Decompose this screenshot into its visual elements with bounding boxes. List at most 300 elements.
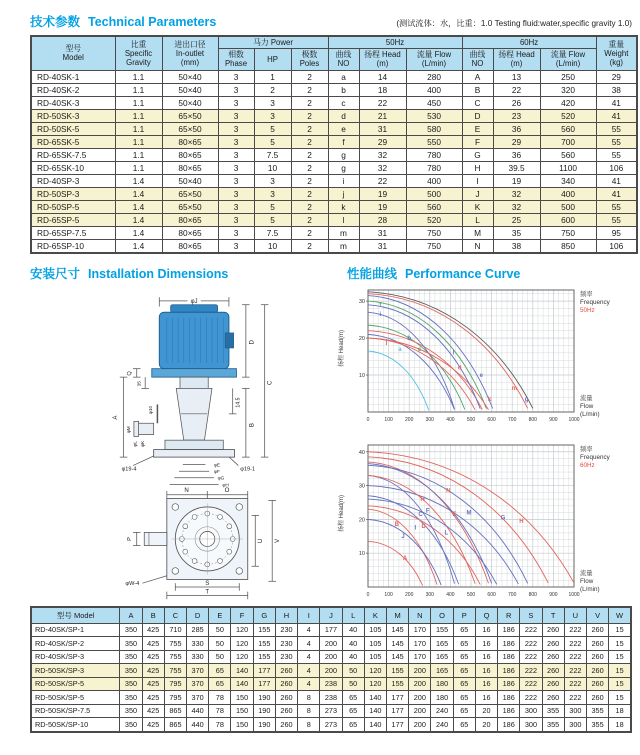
value-cell: 80×65: [162, 161, 218, 174]
section-titles-row: [30, 264, 632, 282]
value-cell: 23: [493, 109, 540, 122]
value-cell: 18: [359, 83, 406, 96]
value-cell: 170: [409, 623, 431, 637]
value-cell: 795: [164, 677, 186, 691]
value-cell: 1.1: [115, 135, 162, 148]
value-cell: 120: [231, 650, 253, 664]
x-tick-label: 900: [549, 416, 558, 423]
value-cell: 2: [291, 122, 328, 135]
value-cell: A: [462, 70, 493, 83]
value-cell: 165: [431, 637, 453, 651]
value-cell: 285: [187, 623, 209, 637]
value-cell: 350: [120, 664, 142, 678]
value-cell: 186: [498, 691, 520, 705]
value-cell: 5: [254, 135, 291, 148]
table-row: [31, 718, 631, 732]
value-cell: 3: [218, 187, 254, 200]
value-cell: 3: [218, 200, 254, 213]
value-cell: 16: [475, 623, 497, 637]
value-cell: 50: [209, 650, 231, 664]
outlet-pipe: [139, 423, 154, 434]
value-cell: 200: [320, 650, 342, 664]
tech-params-title-en: Technical Parameters: [88, 15, 217, 29]
dims-col-header: E: [209, 607, 231, 624]
value-cell: 177: [253, 677, 275, 691]
value-cell: 222: [520, 650, 542, 664]
value-cell: 520: [406, 213, 462, 226]
value-cell: 3: [218, 122, 254, 135]
curve-label-M: M: [466, 509, 472, 516]
dim-label-phiG: φG: [217, 475, 225, 481]
col-header-phase: 相数 Phase: [218, 49, 254, 70]
value-cell: 65×50: [162, 109, 218, 122]
legend-frequency-hz: 60Hz: [580, 461, 595, 469]
dim-label-35: 35: [136, 380, 142, 386]
value-cell: 120: [364, 677, 386, 691]
model-cell: RD-50SK-3: [31, 109, 115, 122]
value-cell: 186: [498, 718, 520, 732]
table-row: [31, 70, 637, 83]
value-cell: 186: [498, 704, 520, 718]
value-cell: 425: [142, 691, 164, 705]
col-header-head-60: 扬程 Head (m): [493, 49, 540, 70]
dim-label-B: B: [248, 422, 256, 427]
model-cell: RD-65SK-5: [31, 135, 115, 148]
value-cell: 420: [540, 96, 596, 109]
dims-col-header: U: [564, 607, 586, 624]
dims-col-header: W: [609, 607, 631, 624]
value-cell: 350: [120, 623, 142, 637]
model-cell: RD-50SK/SP-5: [31, 677, 120, 691]
value-cell: 186: [498, 650, 520, 664]
value-cell: 38: [493, 239, 540, 253]
curve-label-A: A: [402, 555, 408, 562]
curve-label-G: G: [500, 514, 506, 521]
value-cell: 3: [218, 213, 254, 226]
col-header-50hz: 50Hz: [328, 36, 462, 49]
model-cell: RD-50SK-5: [31, 122, 115, 135]
value-cell: 5: [254, 200, 291, 213]
model-cell: RD-65SP-5: [31, 213, 115, 226]
value-cell: 4: [298, 650, 320, 664]
col-header-specific-gravity: 比重 Specific Gravity: [115, 36, 162, 70]
value-cell: 580: [406, 122, 462, 135]
legend-frequency-hz: 50Hz: [580, 306, 595, 314]
value-cell: 31: [359, 122, 406, 135]
value-cell: 222: [520, 691, 542, 705]
value-cell: 3: [218, 109, 254, 122]
head-axis-label: 扬程 Head(m): [339, 494, 345, 532]
dim-label-P: P: [127, 536, 134, 541]
value-cell: 155: [253, 623, 275, 637]
dim-label-Q: Q: [127, 370, 134, 376]
curve-label-m: m: [511, 385, 517, 392]
value-cell: 4: [298, 623, 320, 637]
curve-label-L: L: [444, 530, 449, 537]
value-cell: 55: [596, 135, 637, 148]
curve-label-B: B: [394, 521, 400, 528]
table-row: [31, 704, 631, 718]
value-cell: 222: [564, 623, 586, 637]
value-cell: 3: [218, 239, 254, 253]
curve-label-k: k: [487, 396, 492, 403]
value-cell: 240: [431, 704, 453, 718]
value-cell: 16: [475, 677, 497, 691]
tech-params-title: [30, 12, 216, 30]
value-cell: 150: [231, 704, 253, 718]
value-cell: 350: [120, 691, 142, 705]
value-cell: 15: [609, 637, 631, 651]
value-cell: 15: [609, 650, 631, 664]
value-cell: 78: [209, 704, 231, 718]
value-cell: 80×65: [162, 135, 218, 148]
curve-l: [368, 304, 480, 408]
value-cell: 18: [609, 704, 631, 718]
value-cell: 238: [320, 677, 342, 691]
installation-title: [30, 264, 335, 282]
value-cell: 55: [596, 213, 637, 226]
value-cell: 106: [596, 239, 637, 253]
value-cell: 500: [406, 187, 462, 200]
value-cell: 177: [387, 704, 409, 718]
value-cell: 3: [254, 96, 291, 109]
value-cell: 1.1: [115, 109, 162, 122]
dims-col-header: I: [298, 607, 320, 624]
value-cell: m: [328, 226, 359, 239]
value-cell: 2: [291, 187, 328, 200]
value-cell: 750: [406, 226, 462, 239]
value-cell: 186: [498, 623, 520, 637]
value-cell: 425: [142, 664, 164, 678]
value-cell: 65: [453, 718, 475, 732]
pump-base-plate: [154, 449, 235, 457]
value-cell: 29: [493, 135, 540, 148]
value-cell: 140: [364, 718, 386, 732]
value-cell: 3: [218, 83, 254, 96]
dim-label-A: A: [111, 415, 119, 420]
value-cell: 355: [586, 718, 608, 732]
value-cell: N: [462, 239, 493, 253]
value-cell: 65×50: [162, 200, 218, 213]
table-row: [31, 650, 631, 664]
curve-label-d: d: [457, 365, 462, 372]
table-row: [31, 83, 637, 96]
value-cell: 65: [453, 664, 475, 678]
value-cell: 190: [253, 704, 275, 718]
value-cell: 19: [359, 187, 406, 200]
tech-params-title-zh: 技术参数: [30, 15, 81, 29]
model-cell: RD-65SP-7.5: [31, 226, 115, 239]
pump-side-view: [134, 304, 237, 456]
x-tick-label: 0: [366, 416, 370, 423]
x-tick-label: 500: [466, 416, 476, 423]
value-cell: 177: [253, 664, 275, 678]
flow-axis-label: Flow: [580, 402, 594, 410]
value-cell: 80×65: [162, 213, 218, 226]
value-cell: 425: [142, 623, 164, 637]
value-cell: 222: [520, 637, 542, 651]
dims-col-header: K: [364, 607, 386, 624]
value-cell: 50: [342, 677, 364, 691]
value-cell: 222: [520, 677, 542, 691]
curve-label-I: I: [414, 525, 417, 532]
curve-label-i: i: [379, 311, 382, 318]
value-cell: 1.1: [115, 96, 162, 109]
value-cell: 40: [342, 650, 364, 664]
curve-label-J: J: [401, 533, 405, 540]
value-cell: 32: [493, 187, 540, 200]
dims-col-header: R: [498, 607, 520, 624]
value-cell: 22: [493, 83, 540, 96]
value-cell: 105: [364, 637, 386, 651]
installation-title-zh: 安装尺寸: [30, 266, 81, 281]
value-cell: 280: [406, 70, 462, 83]
value-cell: 865: [164, 704, 186, 718]
main-table-head: [31, 36, 637, 70]
middle-section: [30, 284, 632, 602]
x-tick-label: 1000: [568, 591, 580, 598]
value-cell: 795: [164, 691, 186, 705]
value-cell: 78: [209, 718, 231, 732]
col-header-model: 型号 Model: [31, 36, 115, 70]
x-tick-label: 300: [425, 591, 434, 598]
dim-label-C: C: [266, 380, 274, 385]
value-cell: 2: [291, 200, 328, 213]
y-tick-label: 30: [358, 298, 365, 305]
value-cell: 55: [596, 148, 637, 161]
value-cell: 300: [564, 704, 586, 718]
performance-title-en: Performance Curve: [405, 266, 521, 281]
curve-e: [368, 295, 493, 408]
value-cell: 36: [493, 148, 540, 161]
value-cell: 520: [540, 109, 596, 122]
value-cell: 170: [409, 650, 431, 664]
dim-label-phiH: φH: [222, 481, 229, 487]
value-cell: 155: [253, 637, 275, 651]
value-cell: 41: [596, 187, 637, 200]
curve-label-g: g: [524, 396, 529, 403]
dims-col-header: L: [342, 607, 364, 624]
table-row: [31, 637, 631, 651]
curve-label-H: H: [420, 496, 425, 503]
value-cell: 222: [564, 691, 586, 705]
value-cell: 250: [540, 70, 596, 83]
table-row: [31, 109, 637, 122]
value-cell: 230: [275, 623, 297, 637]
value-cell: 260: [586, 650, 608, 664]
dim-label-phiJ: φJ: [190, 297, 198, 305]
dim-label-14-5: 14.5: [235, 397, 242, 408]
value-cell: 120: [231, 623, 253, 637]
value-cell: 65: [209, 664, 231, 678]
value-cell: 65: [453, 704, 475, 718]
value-cell: 28: [359, 213, 406, 226]
value-cell: 2: [291, 109, 328, 122]
model-cell: RD-50SK/SP-3: [31, 664, 120, 678]
model-cell: RD-50SK/SP-5: [31, 691, 120, 705]
dims-col-header: J: [320, 607, 342, 624]
value-cell: 177: [320, 623, 342, 637]
value-cell: 41: [596, 96, 637, 109]
table-row: [31, 623, 631, 637]
value-cell: 41: [596, 109, 637, 122]
performance-curve-60hz-svg: [334, 439, 636, 607]
x-tick-label: 200: [405, 591, 414, 598]
value-cell: 500: [540, 200, 596, 213]
table-row: [31, 691, 631, 705]
table-row: [31, 200, 637, 213]
model-cell: RD-50SK/SP-10: [31, 718, 120, 732]
value-cell: 2: [291, 226, 328, 239]
value-cell: 425: [142, 677, 164, 691]
value-cell: 260: [275, 664, 297, 678]
value-cell: 16: [475, 664, 497, 678]
value-cell: 260: [542, 677, 564, 691]
value-cell: 260: [542, 637, 564, 651]
curve-label-E: E: [452, 511, 457, 518]
value-cell: c: [328, 96, 359, 109]
value-cell: 20: [475, 704, 497, 718]
value-cell: 5: [254, 213, 291, 226]
value-cell: 450: [406, 96, 462, 109]
x-tick-label: 500: [466, 591, 476, 598]
value-cell: j: [328, 187, 359, 200]
value-cell: 222: [564, 664, 586, 678]
dims-col-header: B: [142, 607, 164, 624]
value-cell: 2: [291, 161, 328, 174]
dims-col-header: T: [542, 607, 564, 624]
value-cell: 35: [493, 226, 540, 239]
value-cell: 145: [387, 650, 409, 664]
col-header-weight: 重量 Weight (kg): [596, 36, 637, 70]
value-cell: 425: [142, 718, 164, 732]
flow-axis-label: (L/min): [580, 585, 600, 593]
value-cell: 65: [453, 677, 475, 691]
flow-axis-label: 流量: [580, 569, 593, 577]
value-cell: 350: [120, 718, 142, 732]
value-cell: 3: [218, 226, 254, 239]
value-cell: 200: [409, 691, 431, 705]
installation-figure: [30, 284, 330, 602]
dims-col-header: A: [120, 607, 142, 624]
value-cell: 260: [586, 691, 608, 705]
table-row: [31, 148, 637, 161]
value-cell: 16: [475, 650, 497, 664]
installation-title-en: Installation Dimensions: [88, 266, 229, 281]
value-cell: i: [328, 174, 359, 187]
dims-col-header: G: [253, 607, 275, 624]
value-cell: 29: [359, 135, 406, 148]
value-cell: 20: [475, 718, 497, 732]
x-tick-label: 700: [508, 591, 517, 598]
value-cell: 22: [359, 96, 406, 109]
value-cell: 260: [586, 637, 608, 651]
value-cell: 260: [586, 664, 608, 678]
value-cell: 4: [298, 637, 320, 651]
value-cell: 1.1: [115, 122, 162, 135]
curve-J: [368, 475, 455, 583]
value-cell: 65: [342, 718, 364, 732]
value-cell: 700: [540, 135, 596, 148]
value-cell: 15: [609, 691, 631, 705]
value-cell: 1.4: [115, 200, 162, 213]
value-cell: 222: [520, 623, 542, 637]
dim-label-U: U: [256, 538, 264, 543]
value-cell: J: [462, 187, 493, 200]
value-cell: 13: [493, 70, 540, 83]
value-cell: 16: [475, 691, 497, 705]
table-row: [31, 226, 637, 239]
value-cell: 5: [254, 122, 291, 135]
pump-motor: [159, 312, 229, 368]
value-cell: 65: [209, 677, 231, 691]
value-cell: 55: [596, 122, 637, 135]
model-cell: RD-40SK/SP-3: [31, 650, 120, 664]
y-tick-label: 40: [358, 449, 365, 456]
x-tick-label: 600: [487, 591, 496, 598]
value-cell: 50×40: [162, 70, 218, 83]
value-cell: 150: [231, 718, 253, 732]
value-cell: 3: [218, 161, 254, 174]
value-cell: 50: [342, 664, 364, 678]
value-cell: 440: [187, 704, 209, 718]
value-cell: 65: [342, 691, 364, 705]
table-row: [31, 135, 637, 148]
y-tick-label: 20: [358, 516, 365, 523]
value-cell: 1.1: [115, 148, 162, 161]
value-cell: 40: [342, 637, 364, 651]
value-cell: 190: [253, 691, 275, 705]
value-cell: b: [328, 83, 359, 96]
value-cell: 1.1: [115, 83, 162, 96]
value-cell: I: [462, 174, 493, 187]
dim-label-O: O: [224, 486, 230, 494]
x-tick-label: 800: [528, 591, 537, 598]
dim-label-V: V: [273, 538, 281, 543]
value-cell: f: [328, 135, 359, 148]
value-cell: C: [462, 96, 493, 109]
value-cell: 755: [164, 637, 186, 651]
model-cell: RD-65SK-7.5: [31, 148, 115, 161]
flow-axis-label: 流量: [580, 394, 593, 402]
dim-label-D: D: [248, 339, 256, 345]
dims-table-body: [31, 623, 631, 732]
value-cell: B: [462, 83, 493, 96]
value-cell: d: [328, 109, 359, 122]
curve-label-a: a: [398, 346, 402, 353]
flow-axis-label: Flow: [580, 577, 594, 585]
value-cell: 36: [493, 122, 540, 135]
value-cell: 273: [320, 704, 342, 718]
value-cell: 3: [254, 109, 291, 122]
value-cell: 3: [218, 96, 254, 109]
value-cell: 350: [120, 677, 142, 691]
value-cell: 95: [596, 226, 637, 239]
value-cell: L: [462, 213, 493, 226]
value-cell: 41: [596, 174, 637, 187]
value-cell: 15: [609, 623, 631, 637]
value-cell: 155: [387, 664, 409, 678]
value-cell: 260: [275, 677, 297, 691]
value-cell: 370: [187, 677, 209, 691]
value-cell: 19: [493, 174, 540, 187]
value-cell: 560: [540, 148, 596, 161]
x-tick-label: 600: [487, 416, 496, 423]
value-cell: 55: [596, 200, 637, 213]
value-cell: 330: [187, 637, 209, 651]
value-cell: 3: [254, 187, 291, 200]
value-cell: 8: [298, 718, 320, 732]
